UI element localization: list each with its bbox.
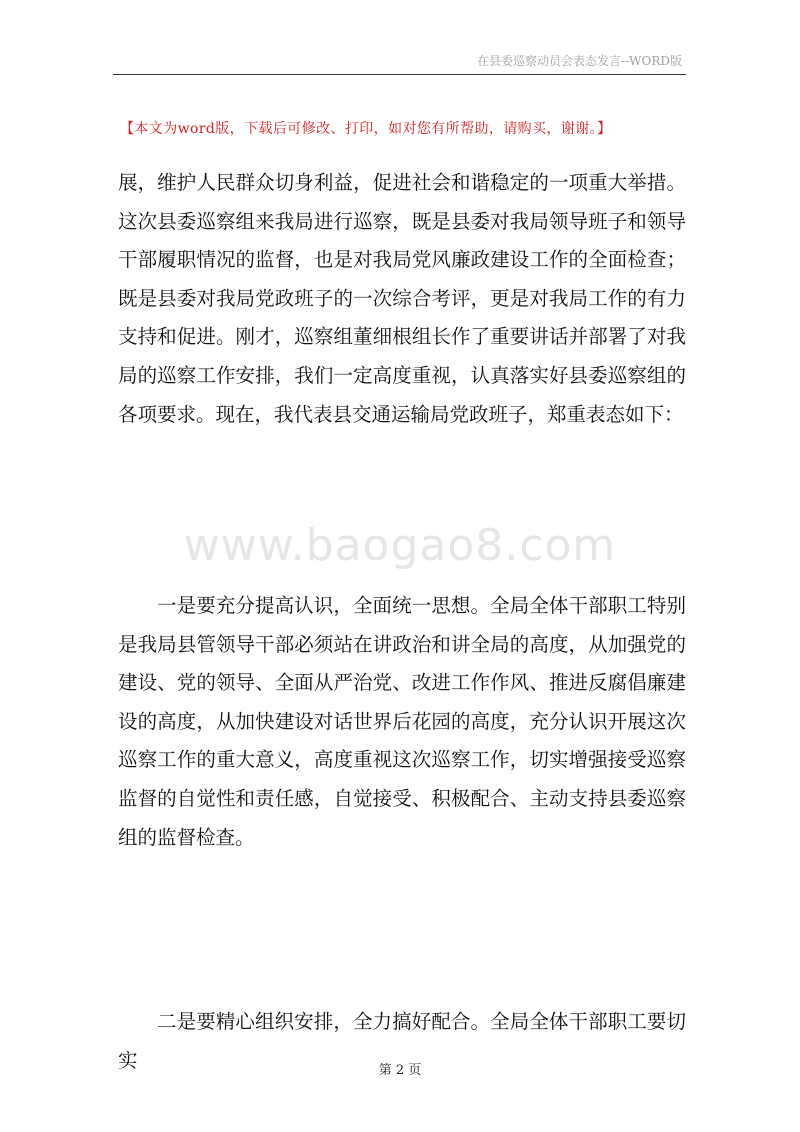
header-divider: [113, 74, 686, 75]
body-paragraph-3: 二是要精心组织安排，全力搞好配合。全局全体干部职工要切实: [118, 1010, 686, 1072]
watermark-text: www.baogao8.com: [183, 520, 617, 571]
download-notice: 【本文为word版，下载后可修改、打印，如对您有所帮助，请购买，谢谢。】: [120, 121, 612, 137]
body-paragraph-1: 展，维护人民群众切身利益，促进社会和谐稳定的一项重大举措。这次县委巡察组来我局进行巡察，既是县委对我局领导班子和领导干部履职情况的监督，也是对我局党风廉政建设工作的全面检查；既是县委对我局党政班子的一次综合考评，更是对我局工作的有力支持和促进。刚才，巡察组董细根组长作了重要讲话并部署了对我局的巡察工作安排，我们一定高度重视，认真落实好县委巡察组的各项要求。现在，我代表县交通运输局党政班子，郑重表态如下：: [118, 171, 686, 426]
page-number: 第 2 页: [378, 1063, 422, 1078]
body-paragraph-2: 一是要充分提高认识，全面统一思想。全局全体干部职工特别是我局县管领导干部必须站在讲政治和讲全局的高度，从加强党的建设、党的领导、全面从严治党、改进工作作风、推进反腐倡廉建设的高度，从加快建设对话世界后花园的高度，充分认识开展这次巡察工作的重大意义，高度重视这次巡察工作，切实增强接受巡察监督的自觉性和责任感，自觉接受、积极配合、主动支持县委巡察组的监督检查。: [118, 594, 686, 849]
document-header-title: 在县委巡察动员会表态发言--WORD版: [477, 54, 682, 68]
